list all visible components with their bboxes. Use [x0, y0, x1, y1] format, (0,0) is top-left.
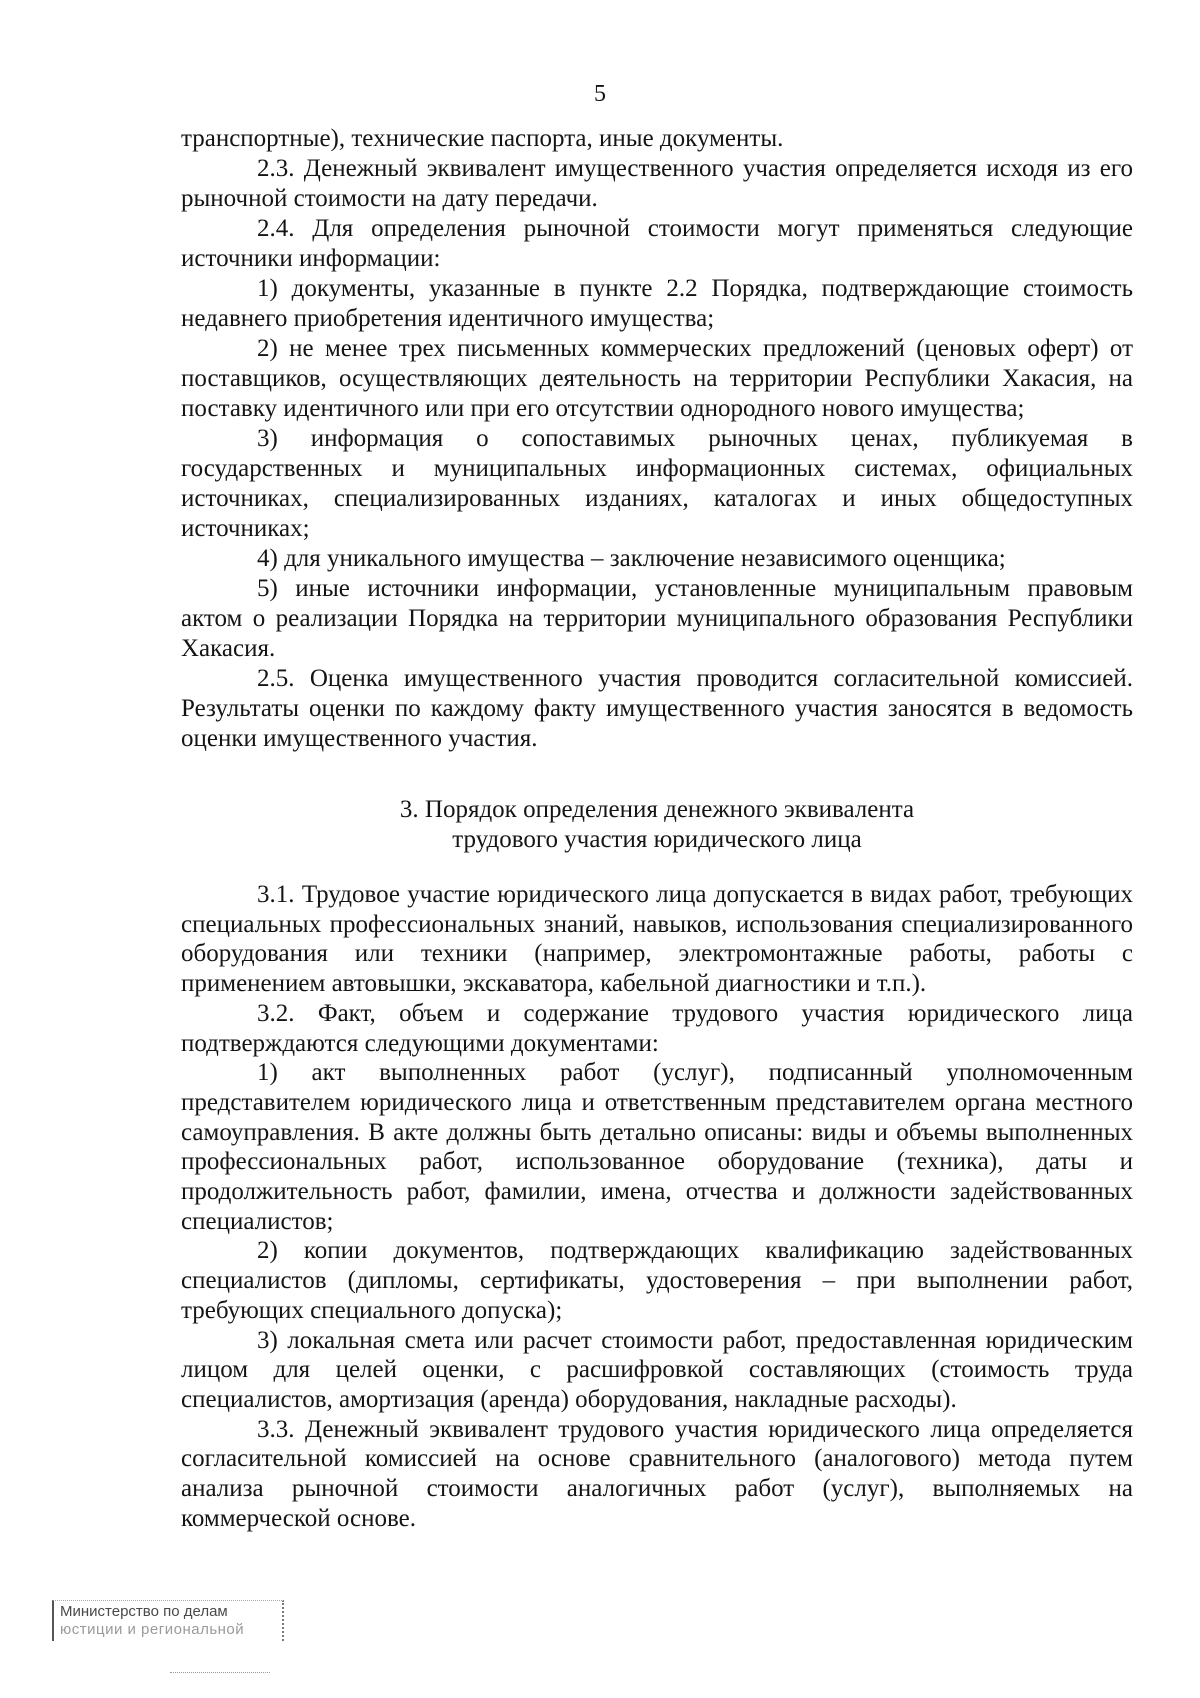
paragraph-2-3: 2.3. Денежный эквивалент имущественного участия определяется исходя из его рыночной стоимости на дату передачи.: [181, 155, 1133, 212]
list-item-1: 1) акт выполненных работ (услуг), подписанный уполномоченным представителем юридического лица и ответственным представителем органа местного самоуправления. В акте должны быть детально описаны: виды и объемы выполненных профессиональных работ, использованное оборудование (техника), даты и продолжительность работ, фамилии, имена, отчества и должности задействованных специалистов;: [181, 1059, 1133, 1235]
paragraph-3-2: 3.2. Факт, объем и содержание трудового участия юридического лица подтверждаются следующими документами:: [181, 999, 1133, 1057]
list-item-3: 3) информация о сопоставимых рыночных ценах, публикуемая в государственных и муниципальных информационных системах, официальных источниках, специализированных изданиях, каталогах и иных общедоступных источниках;: [181, 425, 1133, 542]
paragraph-3-1: 3.1. Трудовое участие юридического лица допускается в видах работ, требующих специальных профессиональных знаний, навыков, использования специализированного оборудования или техники (например, электромонтажные работы, работы с применением автовышки, экскаватора, кабельной диагностики и т.п.).: [181, 881, 1133, 998]
list-item-4: 4) для уникального имущества – заключение независимого оценщика;: [257, 545, 1006, 572]
stamp-line-2: юстиции и региональной: [60, 1621, 245, 1638]
list-item-1: 1) документы, указанные в пункте 2.2 Порядка, подтверждающие стоимость недавнего приобретения идентичного имущества;: [181, 275, 1133, 332]
paragraph-2-5: 2.5. Оценка имущественного участия проводится согласительной комиссией. Результаты оценки по каждому факту имущественного участия заносятся в ведомость оценки имущественного участия.: [181, 665, 1133, 752]
section-3-heading-line-1: 3. Порядок определения денежного эквивалента: [399, 796, 915, 823]
list-item-3: 3) локальная смета или расчет стоимости работ, предоставленная юридическим лицом для целей оценки, с расшифровкой составляющих (стоимость труда специалистов, амортизация (аренда) оборудования, накладные расходы).: [181, 1326, 1133, 1413]
section-3-body: [181, 880, 1133, 1533]
page-number: 5: [594, 81, 606, 107]
paragraph-3-3: 3.3. Денежный эквивалент трудового участия юридического лица определяется согласительной комиссией на основе сравнительного (аналогового) метода путем анализа рыночной стоимости аналогичных работ (услуг), выполняемых на коммерческой основе.: [181, 1415, 1133, 1532]
registration-stamp: [52, 1600, 284, 1641]
paragraph-continuation: транспортные), технические паспорта, иные документы.: [181, 125, 784, 152]
stamp-line-1: Министерство по делам: [60, 1603, 228, 1620]
list-item-2: 2) копии документов, подтверждающих квалификацию задействованных специалистов (дипломы, сертификаты, удостоверения – при выполнении работ, требующих специального допуска);: [181, 1237, 1133, 1324]
list-item-5: 5) иные источники информации, установленные муниципальным правовым актом о реализации Порядка на территории муниципального образования Республики Хакасия.: [181, 575, 1133, 662]
stamp-dotted-line: [170, 1672, 270, 1673]
section-3-heading: [181, 795, 1133, 855]
list-item-2: 2) не менее трех письменных коммерческих предложений (ценовых оферт) от поставщиков, осуществляющих деятельность на территории Республики Хакасия, на поставку идентичного или при его отсутствии однородного нового имущества;: [181, 335, 1133, 422]
paragraph-2-4: 2.4. Для определения рыночной стоимости могут применяться следующие источники информации:: [181, 215, 1133, 272]
section-2-continued: [181, 124, 1133, 754]
section-3-heading-line-2: трудового участия юридического лица: [452, 826, 862, 853]
